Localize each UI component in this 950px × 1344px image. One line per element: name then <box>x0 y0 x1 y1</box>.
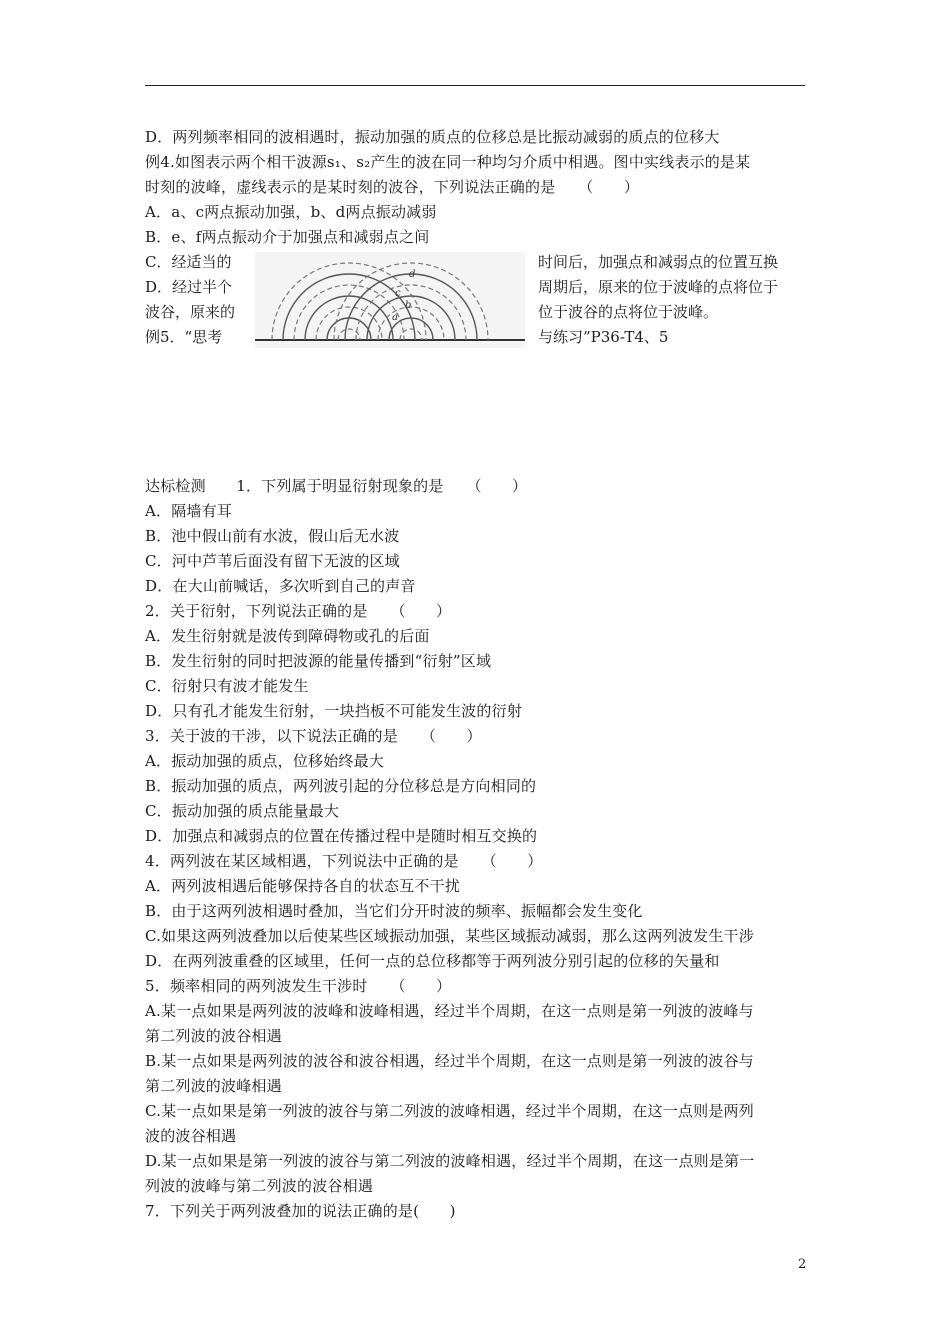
text-line: B．由于这两列波相遇时叠加，当它们分开时波的频率、振幅都会发生变化 <box>145 902 643 920</box>
split-left-text: 例5．“思考 <box>145 328 223 346</box>
text-line: C．河中芦苇后面没有留下无波的区域 <box>145 552 400 570</box>
split-right-text: 时间后，加强点和减弱点的位置互换 <box>538 253 779 271</box>
text-line: D．两列频率相同的波相遇时，振动加强的质点的位移总是比振动减弱的质点的位移大 <box>145 128 720 146</box>
text-line: 例4.如图表示两个相干波源s₁、s₂产生的波在同一种均匀介质中相遇。图中实线表示的是某 <box>145 153 751 171</box>
text-line: A．振动加强的质点，位移始终最大 <box>145 752 385 770</box>
split-right-text: 位于波谷的点将位于波峰。 <box>538 303 719 321</box>
page-number: 2 <box>798 1257 807 1272</box>
text-line: 波的波谷相遇 <box>145 1127 237 1145</box>
text-line: B．发生衍射的同时把波源的能量传播到“衍射”区域 <box>145 652 492 670</box>
text-line: D．只有孔才能发生衍射，一块挡板不可能发生波的衍射 <box>145 702 523 720</box>
text-line: 5．频率相同的两列波发生干涉时 （ ） <box>145 977 452 995</box>
text-line: D．在大山前喊话，多次听到自己的声音 <box>145 577 416 595</box>
point-label-b: b <box>405 300 412 311</box>
text-line: D.某一点如果是第一列波的波谷与第二列波的波峰相遇，经过半个周期，在这一点则是第一 <box>145 1152 755 1170</box>
point-label-c: c <box>395 288 401 299</box>
split-left-text: C．经适当的 <box>145 253 232 271</box>
point-label-d: d <box>409 269 416 280</box>
split-left-text: 波谷，原来的 <box>145 303 236 321</box>
split-left-text: D．经过半个 <box>145 278 233 296</box>
text-line: 2．关于衍射，下列说法正确的是 （ ） <box>145 602 452 620</box>
text-line: 第二列波的波谷相遇 <box>145 1027 282 1045</box>
text-line: A.某一点如果是两列波的波峰和波峰相遇，经过半个周期，在这一点则是第一列波的波峰与 <box>145 1002 754 1020</box>
text-line: 时刻的波峰，虚线表示的是某时刻的波谷，下列说法正确的是 （ ） <box>145 178 640 196</box>
text-line: C.某一点如果是第一列波的波谷与第二列波的波峰相遇，经过半个周期，在这一点则是两列 <box>145 1102 754 1120</box>
text-line: 达标检测 1．下列属于明显衍射现象的是 （ ） <box>145 477 528 495</box>
text-line: B．池中假山前有水波，假山后无水波 <box>145 527 400 545</box>
text-line: A．隔墙有耳 <box>145 502 233 520</box>
split-right-text: 周期后，原来的位于波峰的点将位于 <box>538 278 779 296</box>
text-line: 3．关于波的干涉，以下说法正确的是 （ ） <box>145 727 482 745</box>
wave-interference-figure <box>255 252 525 348</box>
text-line: 第二列波的波峰相遇 <box>145 1077 282 1095</box>
text-line: B.某一点如果是两列波的波谷和波谷相遇，经过半个周期，在这一点则是第一列波的波谷与 <box>145 1052 754 1070</box>
text-line: D．在两列波重叠的区域里，任何一点的总位移都等于两列波分别引起的位移的矢量和 <box>145 952 720 970</box>
text-line: A．a、c两点振动加强，b、d两点振动减弱 <box>145 203 437 221</box>
text-line: D．加强点和减弱点的位置在传播过程中是随时相互交换的 <box>145 827 538 845</box>
text-line: 7．下列关于两列波叠加的说法正确的是( ) <box>145 1202 456 1220</box>
text-line: A．两列波相遇后能够保持各自的状态互不干扰 <box>145 877 461 895</box>
text-line: B．e、f两点振动介于加强点和减弱点之间 <box>145 228 430 246</box>
split-right-text: 与练习”P36-T4、5 <box>538 328 669 346</box>
text-line: C．衍射只有波才能发生 <box>145 677 309 695</box>
text-line: 列波的波峰与第二列波的波谷相遇 <box>145 1177 374 1195</box>
text-line: 4．两列波在某区域相遇，下列说法中正确的是 （ ） <box>145 852 543 870</box>
text-line: A．发生衍射就是波传到障碍物或孔的后面 <box>145 627 430 645</box>
text-line: C．振动加强的质点能量最大 <box>145 802 340 820</box>
header-rule <box>145 85 805 86</box>
point-label-a: a <box>392 312 398 323</box>
text-line: B．振动加强的质点，两列波引起的分位移总是方向相同的 <box>145 777 537 795</box>
text-line: C.如果这两列波叠加以后使某些区域振动加强，某些区域振动减弱，那么这两列波发生干涉 <box>145 927 754 945</box>
